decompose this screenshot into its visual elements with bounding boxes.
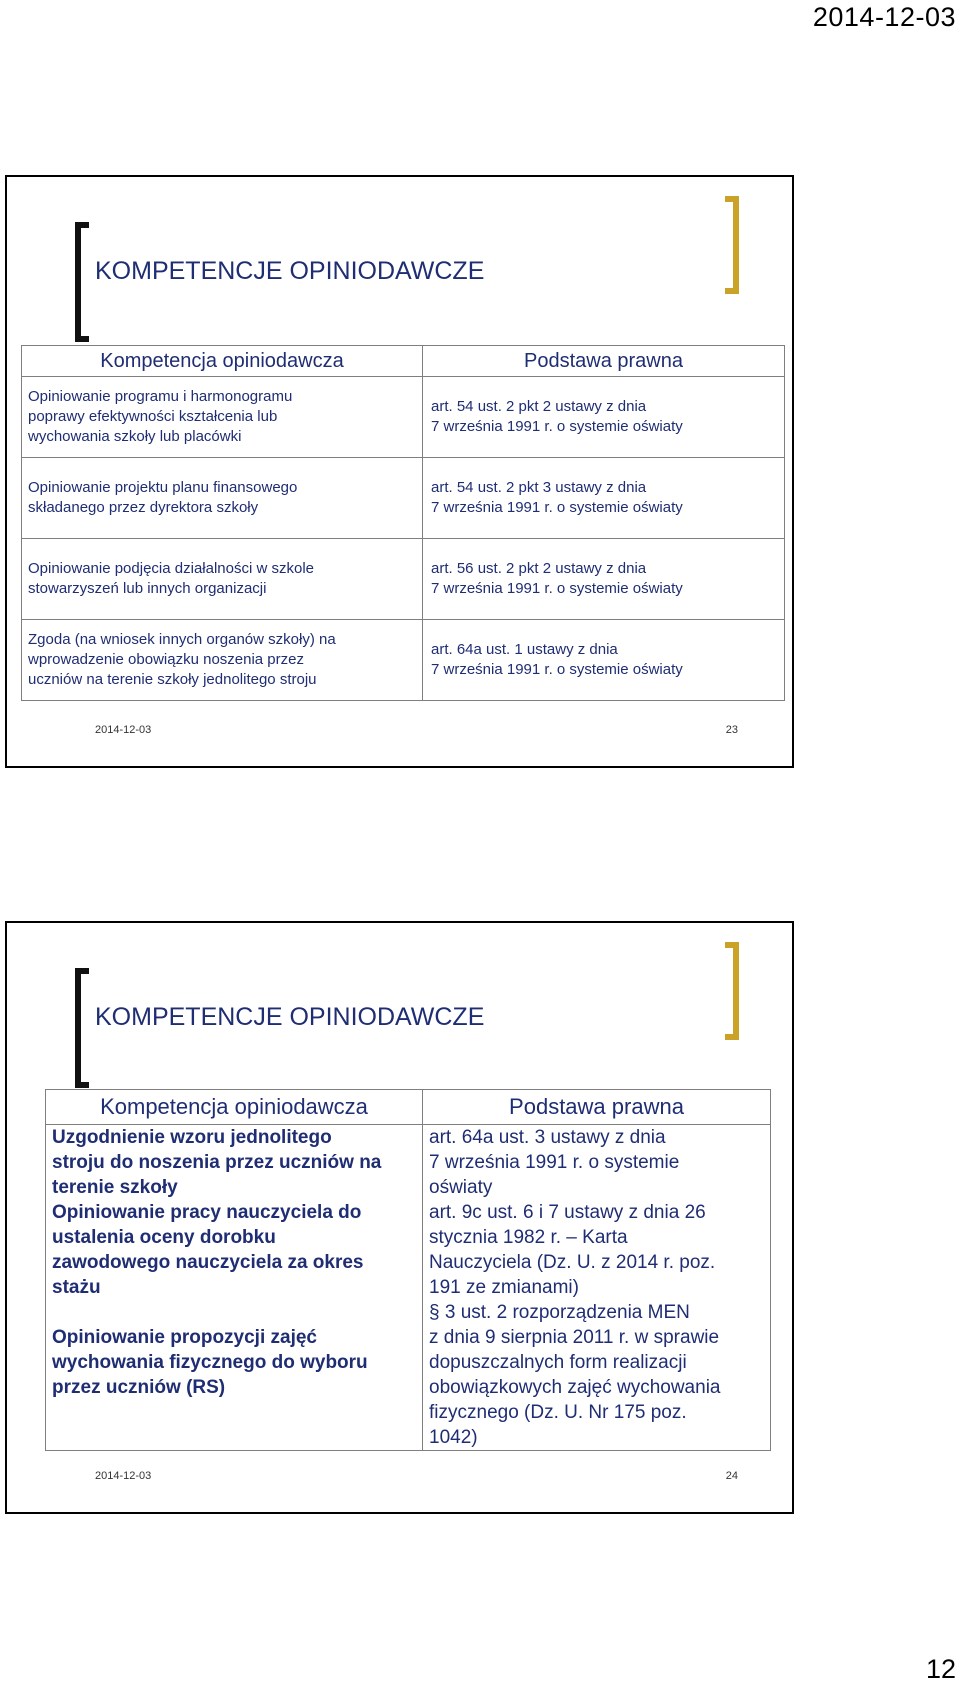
competence-text-line: stażu: [52, 1277, 101, 1298]
competence-text-line: wprowadzenie obowiązku noszenia przez: [28, 651, 304, 668]
legal-basis-text-line: art. 56 ust. 2 pkt 2 ustawy z dnia: [431, 560, 647, 577]
competence-text-line: stroju do noszenia przez uczniów na: [52, 1152, 382, 1173]
legal-basis-text-line: § 3 ust. 2 rozporządzenia MEN: [429, 1302, 690, 1323]
column-header-legal-basis: Podstawa prawna: [423, 346, 785, 377]
competence-text-line: terenie szkoły: [52, 1177, 178, 1198]
slide-title: KOMPETENCJE OPINIODAWCZE: [95, 257, 485, 285]
slide-23: [5, 175, 794, 768]
competence-text-line: Uzgodnienie wzoru jednolitego: [52, 1127, 332, 1148]
competence-text-line: zawodowego nauczyciela za okres: [52, 1252, 364, 1273]
table-row: [22, 458, 785, 539]
legal-basis-text-line: art. 54 ust. 2 pkt 3 ustawy z dnia: [431, 479, 647, 496]
competence-text-line: Opiniowanie pracy nauczyciela do: [52, 1202, 362, 1223]
slide-24: [5, 921, 794, 1514]
competence-text-line: Opiniowanie projektu planu finansowego: [28, 479, 298, 496]
legal-basis-text-line: obowiązkowych zajęć wychowania: [429, 1377, 721, 1398]
legal-basis-text-line: 7 września 1991 r. o systemie oświaty: [431, 580, 683, 597]
competence-text-line: Opiniowanie propozycji zajęć: [52, 1327, 317, 1348]
right-bracket-decoration: [725, 942, 739, 1040]
competence-table: [21, 345, 785, 701]
legal-basis-text-line: 191 ze zmianami): [429, 1277, 579, 1298]
competence-text-line: stowarzyszeń lub innych organizacji: [28, 580, 267, 597]
competence-cell: [22, 458, 423, 539]
column-header-competence: Kompetencja opiniodawcza: [22, 346, 423, 377]
legal-basis-text-line: dopuszczalnych form realizacji: [429, 1352, 687, 1373]
competence-cell: [22, 539, 423, 620]
competence-text-line: poprawy efektywności kształcenia lub: [28, 408, 278, 425]
competence-text-line: Opiniowanie programu i harmonogramu: [28, 388, 293, 405]
legal-basis-text-line: z dnia 9 sierpnia 2011 r. w sprawie: [429, 1327, 720, 1348]
slide-number: 24: [725, 1470, 738, 1482]
legal-basis-cell: [423, 539, 785, 620]
competence-text-line: Zgoda (na wniosek innych organów szkoły) na: [28, 631, 336, 648]
column-header-legal-basis: Podstawa prawna: [423, 1090, 771, 1125]
page-number: 12: [925, 1654, 956, 1684]
legal-basis-text-line: 7 września 1991 r. o systemie oświaty: [431, 418, 683, 435]
competence-cell: [46, 1125, 423, 1451]
competence-text-line: wychowania szkoły lub placówki: [28, 428, 242, 445]
legal-basis-text-line: art. 64a ust. 3 ustawy z dnia: [429, 1127, 666, 1148]
competence-text-line: ustalenia oceny dorobku: [52, 1227, 276, 1248]
competence-table: [45, 1089, 771, 1451]
legal-basis-cell: [423, 1125, 771, 1451]
legal-basis-text-line: art. 64a ust. 1 ustawy z dnia: [431, 641, 618, 658]
competence-text-line: Opiniowanie podjęcia działalności w szkole: [28, 560, 314, 577]
legal-basis-text-line: art. 9c ust. 6 i 7 ustawy z dnia 26: [429, 1202, 706, 1223]
legal-basis-text-line: Nauczyciela (Dz. U. z 2014 r. poz.: [429, 1252, 716, 1273]
competence-text-line: wychowania fizycznego do wyboru: [52, 1352, 368, 1373]
table-row: [22, 539, 785, 620]
competence-text-line: uczniów na terenie szkoły jednolitego stroju: [28, 671, 317, 688]
legal-basis-cell: [423, 620, 785, 701]
legal-basis-text-line: oświaty: [429, 1177, 493, 1198]
legal-basis-cell: [423, 377, 785, 458]
legal-basis-text-line: stycznia 1982 r. – Karta: [429, 1227, 628, 1248]
competence-cell: [22, 377, 423, 458]
legal-basis-text-line: art. 54 ust. 2 pkt 2 ustawy z dnia: [431, 398, 647, 415]
legal-basis-cell: [423, 458, 785, 539]
column-header-competence: Kompetencja opiniodawcza: [46, 1090, 423, 1125]
legal-basis-text-line: 7 września 1991 r. o systemie oświaty: [431, 661, 683, 678]
left-bracket-decoration: [75, 968, 89, 1088]
table-row: [22, 377, 785, 458]
table-row: [22, 620, 785, 701]
page-date: 2014-12-03: [812, 2, 956, 32]
slide-footer-date: 2014-12-03: [95, 724, 152, 736]
competence-cell: [22, 620, 423, 701]
slide-title: KOMPETENCJE OPINIODAWCZE: [95, 1003, 485, 1031]
right-bracket-decoration: [725, 196, 739, 294]
spacer: [52, 1300, 416, 1325]
left-bracket-decoration: [75, 222, 89, 342]
competence-text-line: przez uczniów (RS): [52, 1377, 226, 1398]
legal-basis-text-line: fizycznego (Dz. U. Nr 175 poz.: [429, 1402, 687, 1423]
table-row: [46, 1125, 771, 1451]
legal-basis-text-line: 7 września 1991 r. o systemie: [429, 1152, 680, 1173]
legal-basis-text-line: 7 września 1991 r. o systemie oświaty: [431, 499, 683, 516]
slide-footer-date: 2014-12-03: [95, 1470, 152, 1482]
legal-basis-text-line: 1042): [429, 1427, 478, 1448]
competence-text-line: składanego przez dyrektora szkoły: [28, 499, 259, 516]
slide-number: 23: [725, 724, 738, 736]
